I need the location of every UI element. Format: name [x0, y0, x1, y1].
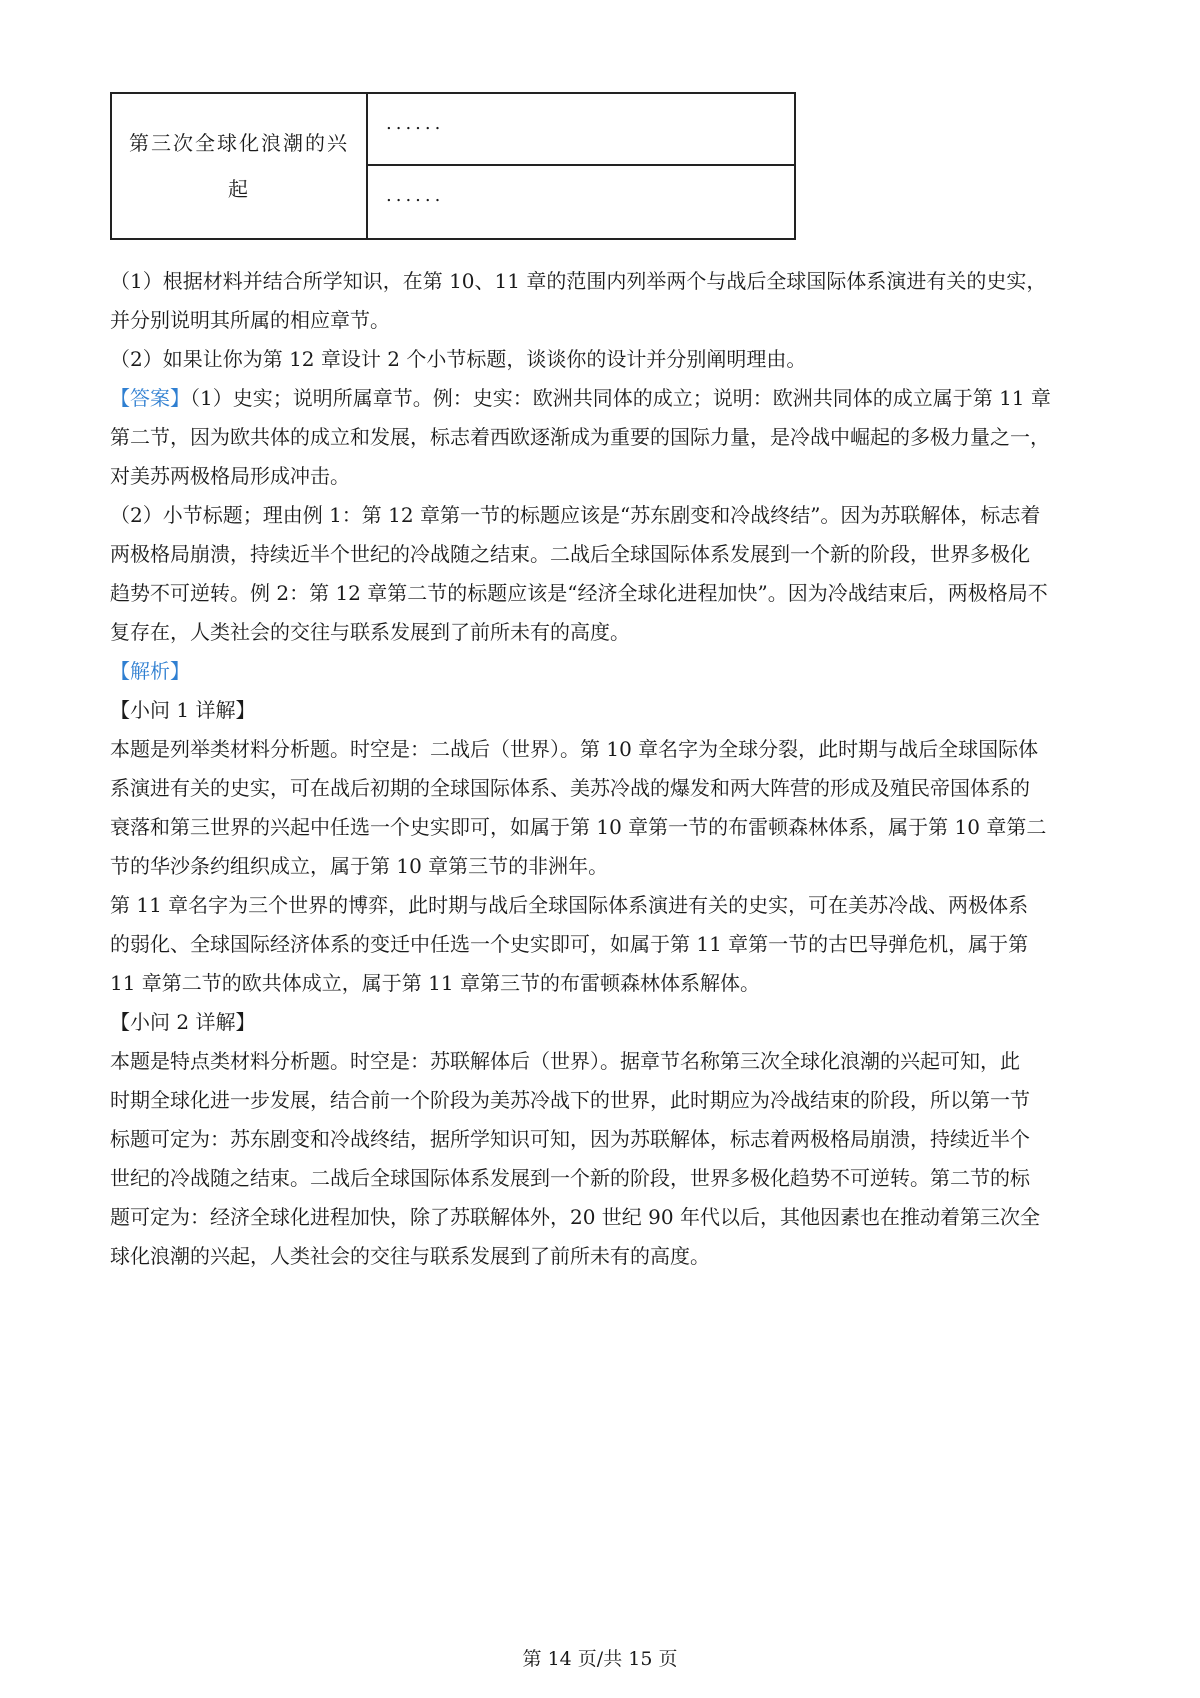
sub-question-1-title: 【小问 1 详解】: [110, 698, 256, 722]
analysis-line: 本题是列举类材料分析题。时空是：二战后（世界）。第 10 章名字为全球分裂，此时期与战后全球国际体: [110, 737, 1039, 761]
page-footer: 第 14 页/共 15 页: [522, 1648, 678, 1670]
answer-line: 复存在，人类社会的交往与联系发展到了前所未有的高度。: [110, 620, 630, 644]
document-body: [110, 262, 1100, 1276]
analysis-line: 节的华沙条约组织成立，属于第 10 章第三节的非洲年。: [110, 854, 609, 878]
sub-question-2-title: 【小问 2 详解】: [110, 1010, 256, 1034]
question-1-line-2: 并分别说明其所属的相应章节。: [110, 308, 390, 332]
answer-line: 对美苏两极格局形成冲击。: [110, 464, 350, 488]
analysis-line: 球化浪潮的兴起，人类社会的交往与联系发展到了前所未有的高度。: [110, 1244, 710, 1268]
analysis-line: 衰落和第三世界的兴起中任选一个史实即可，如属于第 10 章第一节的布雷顿森林体系，属于第 10 章第二: [110, 815, 1047, 839]
analysis-line: 的弱化、全球国际经济体系的变迁中任选一个史实即可，如属于第 11 章第一节的古巴导弹危机，属于第: [110, 932, 1029, 956]
analysis-line: 题可定为：经济全球化进程加快，除了苏联解体外，20 世纪 90 年代以后，其他因素也在推动着第三次全: [110, 1205, 1040, 1229]
analysis-line: 11 章第二节的欧共体成立，属于第 11 章第三节的布雷顿森林体系解体。: [110, 971, 760, 995]
answer-line: 第二节，因为欧共体的成立和发展，标志着西欧逐渐成为重要的国际力量，是冷战中崛起的多极力量之一，: [110, 425, 1050, 449]
answer-tag: 【答案】: [110, 386, 190, 410]
analysis-line: 世纪的冷战随之结束。二战后全球国际体系发展到一个新的阶段，世界多极化趋势不可逆转。第二节的标: [110, 1166, 1030, 1190]
analysis-line: 本题是特点类材料分析题。时空是：苏联解体后（世界）。据章节名称第三次全球化浪潮的兴起可知，此: [110, 1049, 1020, 1073]
table-left-cell: 第三次全球化浪潮的兴起: [112, 94, 368, 238]
answer-line: 两极格局崩溃，持续近半个世纪的冷战随之结束。二战后全球国际体系发展到一个新的阶段，世界多极化: [110, 542, 1030, 566]
analysis-line: 标题可定为：苏东剧变和冷战终结，据所学知识可知，因为苏联解体，标志着两极格局崩溃，持续近半个: [110, 1127, 1030, 1151]
analysis-line: 时期全球化进一步发展，结合前一个阶段为美苏冷战下的世界，此时期应为冷战结束的阶段，所以第一节: [110, 1088, 1030, 1112]
question-1-line-1: （1）根据材料并结合所学知识，在第 10、11 章的范围内列举两个与战后全球国际体系演进有关的史实，: [110, 269, 1047, 293]
answer-line: 趋势不可逆转。例 2：第 12 章第二节的标题应该是“经济全球化进程加快”。因为冷战结束后，两极格局不: [110, 581, 1048, 605]
analysis-line: 第 11 章名字为三个世界的博弈，此时期与战后全球国际体系演进有关的史实，可在美苏冷战、两极体系: [110, 893, 1029, 917]
analysis-line: 系演进有关的史实，可在战后初期的全球国际体系、美苏冷战的爆发和两大阵营的形成及殖民帝国体系的: [110, 776, 1030, 800]
analysis-tag: 【解析】: [110, 659, 190, 683]
table-cell-row-2: ......: [386, 185, 445, 206]
table-cell-row-1: ......: [368, 94, 794, 166]
answer-line: （2）小节标题；理由例 1：第 12 章第一节的标题应该是“苏东剧变和冷战终结”。因为苏联解体，标志着: [110, 503, 1041, 527]
question-2: （2）如果让你为第 12 章设计 2 个小节标题，谈谈你的设计并分别阐明理由。: [110, 347, 807, 371]
chapter-table: [110, 92, 796, 240]
answer-paragraph-1: [110, 379, 1100, 418]
answer-p1-first: （1）史实；说明所属章节。例：史实：欧洲共同体的成立；说明：欧洲共同体的成立属于第 11 章: [190, 386, 1051, 410]
